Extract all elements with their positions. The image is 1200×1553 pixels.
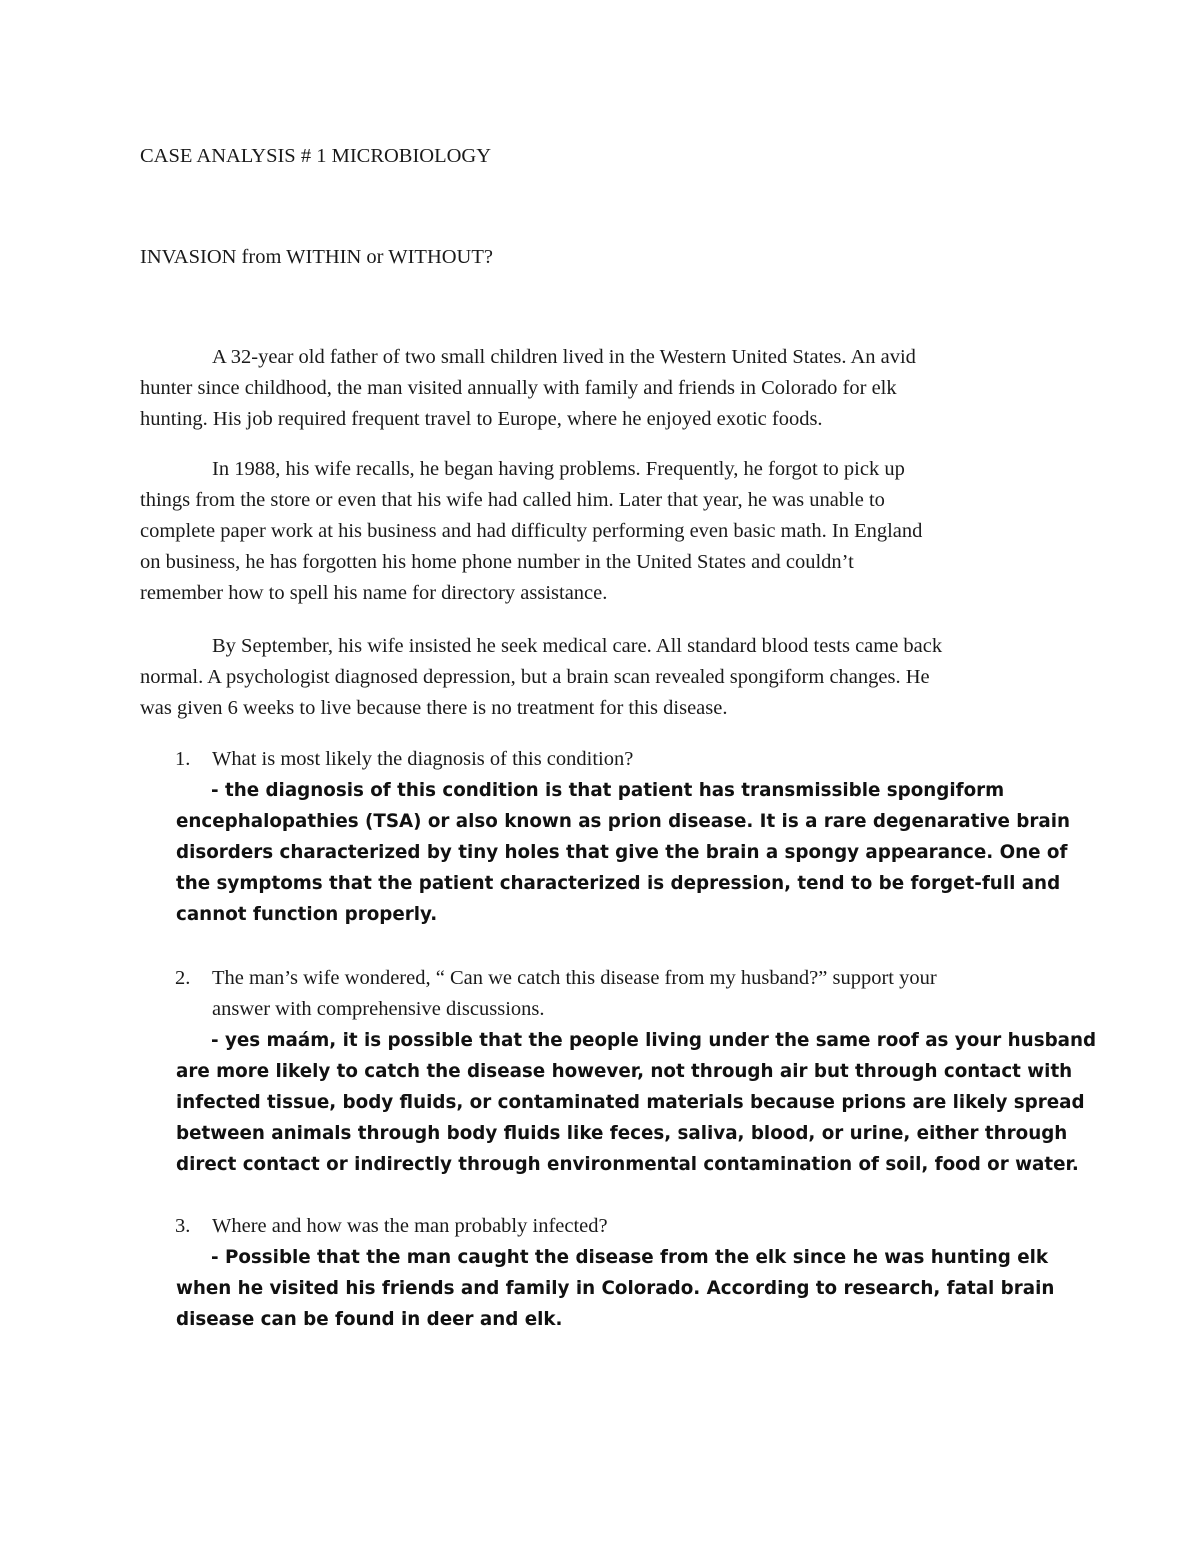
answer-2 xyxy=(176,1025,1097,1180)
answer-line: encephalopathies (TSA) or also known as prion disease. It is a rare degenarative brain xyxy=(176,811,1070,832)
case-paragraph-1 xyxy=(140,342,1060,435)
answer-line: are more likely to catch the disease however, not through air but through contact with xyxy=(176,1061,1073,1082)
paragraph-line: remember how to spell his name for directory assistance. xyxy=(140,582,608,604)
answer-line: - yes maám, it is possible that the people living under the same roof as your husband xyxy=(211,1030,1097,1051)
paragraph-line: things from the store or even that his wife had called him. Later that year, he was unable to xyxy=(140,489,885,511)
case-paragraph-2 xyxy=(140,454,1060,609)
page-title: CASE ANALYSIS # 1 MICROBIOLOGY xyxy=(140,145,492,167)
paragraph-line: normal. A psychologist diagnosed depression, but a brain scan revealed spongiform changes. He xyxy=(140,666,930,688)
answer-1 xyxy=(176,775,1076,930)
question-2 xyxy=(175,963,1075,1025)
paragraph-line: complete paper work at his business and had difficulty performing even basic math. In England xyxy=(140,520,923,542)
paragraph-line: In 1988, his wife recalls, he began having problems. Frequently, he forgot to pick up xyxy=(212,458,905,480)
answer-line: - Possible that the man caught the disease from the elk since he was hunting elk xyxy=(211,1247,1049,1268)
question-number: 2. xyxy=(175,967,191,989)
answer-line: - the diagnosis of this condition is that patient has transmissible spongiform xyxy=(211,780,1005,801)
answer-line: between animals through body fluids like feces, saliva, blood, or urine, either through xyxy=(176,1123,1068,1144)
answer-line: when he visited his friends and family in Colorado. According to research, fatal brain xyxy=(176,1278,1055,1299)
question-3 xyxy=(175,1211,1075,1242)
answer-line: direct contact or indirectly through environmental contamination of soil, food or water. xyxy=(176,1154,1079,1175)
answer-line: infected tissue, body fluids, or contaminated materials because prions are likely spread xyxy=(176,1092,1085,1113)
paragraph-line: By September, his wife insisted he seek medical care. All standard blood tests came back xyxy=(212,635,943,657)
paragraph-line: A 32-year old father of two small children lived in the Western United States. An avid xyxy=(212,346,916,368)
answer-line: disease can be found in deer and elk. xyxy=(176,1309,563,1330)
paragraph-line: was given 6 weeks to live because there is no treatment for this disease. xyxy=(140,697,728,719)
answer-line: disorders characterized by tiny holes that give the brain a spongy appearance. One of xyxy=(176,842,1068,863)
page-subtitle: INVASION from WITHIN or WITHOUT? xyxy=(140,246,493,268)
answer-3 xyxy=(176,1242,1076,1335)
question-text: What is most likely the diagnosis of this condition? xyxy=(212,748,634,770)
question-text: answer with comprehensive discussions. xyxy=(212,998,545,1020)
question-text: Where and how was the man probably infected? xyxy=(212,1215,608,1237)
question-1 xyxy=(175,744,1075,775)
answer-line: cannot function properly. xyxy=(176,904,438,925)
paragraph-line: hunting. His job required frequent travel to Europe, where he enjoyed exotic foods. xyxy=(140,408,823,430)
question-text: The man’s wife wondered, “ Can we catch this disease from my husband?” support your xyxy=(212,967,937,989)
question-number: 3. xyxy=(175,1215,191,1237)
answer-line: the symptoms that the patient characterized is depression, tend to be forget-full and xyxy=(176,873,1061,894)
paragraph-line: on business, he has forgotten his home phone number in the United States and couldn’t xyxy=(140,551,854,573)
paragraph-line: hunter since childhood, the man visited annually with family and friends in Colorado for elk xyxy=(140,377,897,399)
question-number: 1. xyxy=(175,748,191,770)
case-paragraph-3 xyxy=(140,631,1060,724)
